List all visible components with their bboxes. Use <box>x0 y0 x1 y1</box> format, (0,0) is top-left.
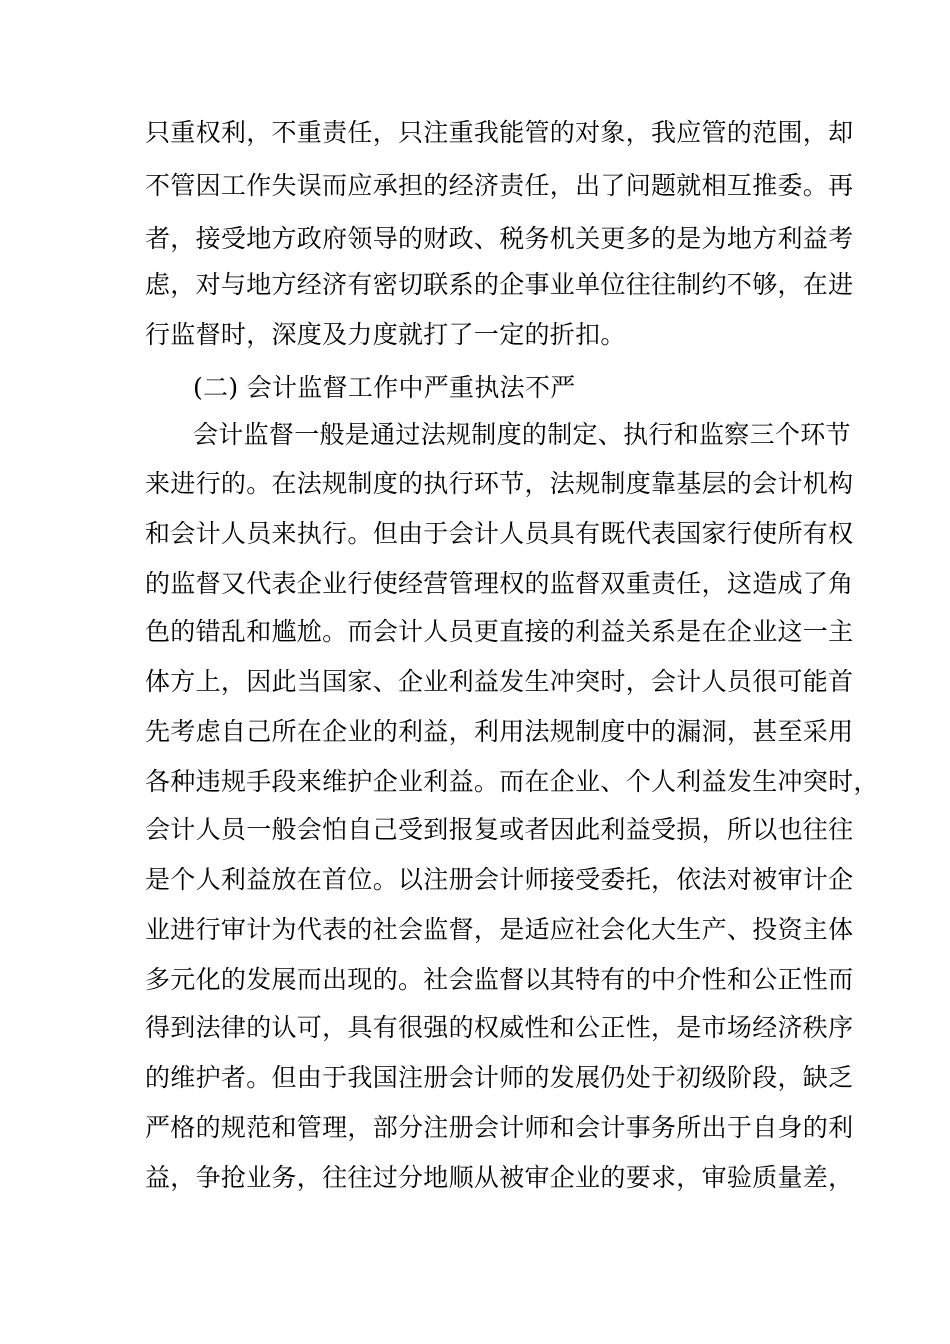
paragraph-line: 的监督又代表企业行使经营管理权的监督双重责任，这造成了角 <box>145 569 854 598</box>
paragraph-line: 的维护者。但由于我国注册会计师的发展仍处于初级阶段，缺乏 <box>145 1063 854 1092</box>
paragraph-line: 得到法律的认可，具有很强的权威性和公正性，是市场经济秩序 <box>145 1013 854 1042</box>
paragraph-line: 来进行的。在法规制度的执行环节，法规制度靠基层的会计机构 <box>145 469 854 498</box>
paragraph-line: 是个人利益放在首位。以注册会计师接受委托，依法对被审计企 <box>145 865 854 894</box>
paragraph-line: 益，争抢业务，往往过分地顺从被审企业的要求，审验质量差， <box>145 1163 854 1192</box>
paragraph-line: 业进行审计为代表的社会监督，是适应社会化大生产、投资主体 <box>145 915 854 944</box>
paragraph-line: 行监督时，深度及力度就打了一定的折扣。 <box>145 320 626 349</box>
paragraph-line: 体方上，因此当国家、企业利益发生冲突时，会计人员很可能首 <box>145 667 854 696</box>
paragraph-line: 多元化的发展而出现的。社会监督以其特有的中介性和公正性而 <box>145 965 854 994</box>
paragraph-line: 会计人员一般会怕自己受到报复或者因此利益受损，所以也往往 <box>145 815 854 844</box>
paragraph-line: 者，接受地方政府领导的财政、税务机关更多的是为地方利益考 <box>145 224 854 253</box>
paragraph-line: 色的错乱和尴尬。而会计人员更直接的利益关系是在企业这一主 <box>145 617 854 646</box>
paragraph-line: 不管因工作失误而应承担的经济责任，出了问题就相互推委。再 <box>145 171 854 200</box>
section-heading: (二) 会计监督工作中严重执法不严 <box>193 373 576 402</box>
paragraph-line: 先考虑自己所在企业的利益，利用法规制度中的漏洞，甚至采用 <box>145 717 854 746</box>
paragraph-line: 虑，对与地方经济有密切联系的企事业单位往往制约不够，在进 <box>145 270 854 299</box>
paragraph-line: 和会计人员来执行。但由于会计人员具有既代表国家行使所有权 <box>145 519 854 548</box>
paragraph-line: 各种违规手段来维护企业利益。而在企业、个人利益发生冲突时， <box>145 767 879 796</box>
paragraph-line: 只重权利，不重责任，只注重我能管的对象，我应管的范围，却 <box>145 118 854 147</box>
paragraph-line: 严格的规范和管理，部分注册会计师和会计事务所出于自身的利 <box>145 1113 854 1142</box>
paragraph-line: 会计监督一般是通过法规制度的制定、执行和监察三个环节 <box>193 420 851 449</box>
